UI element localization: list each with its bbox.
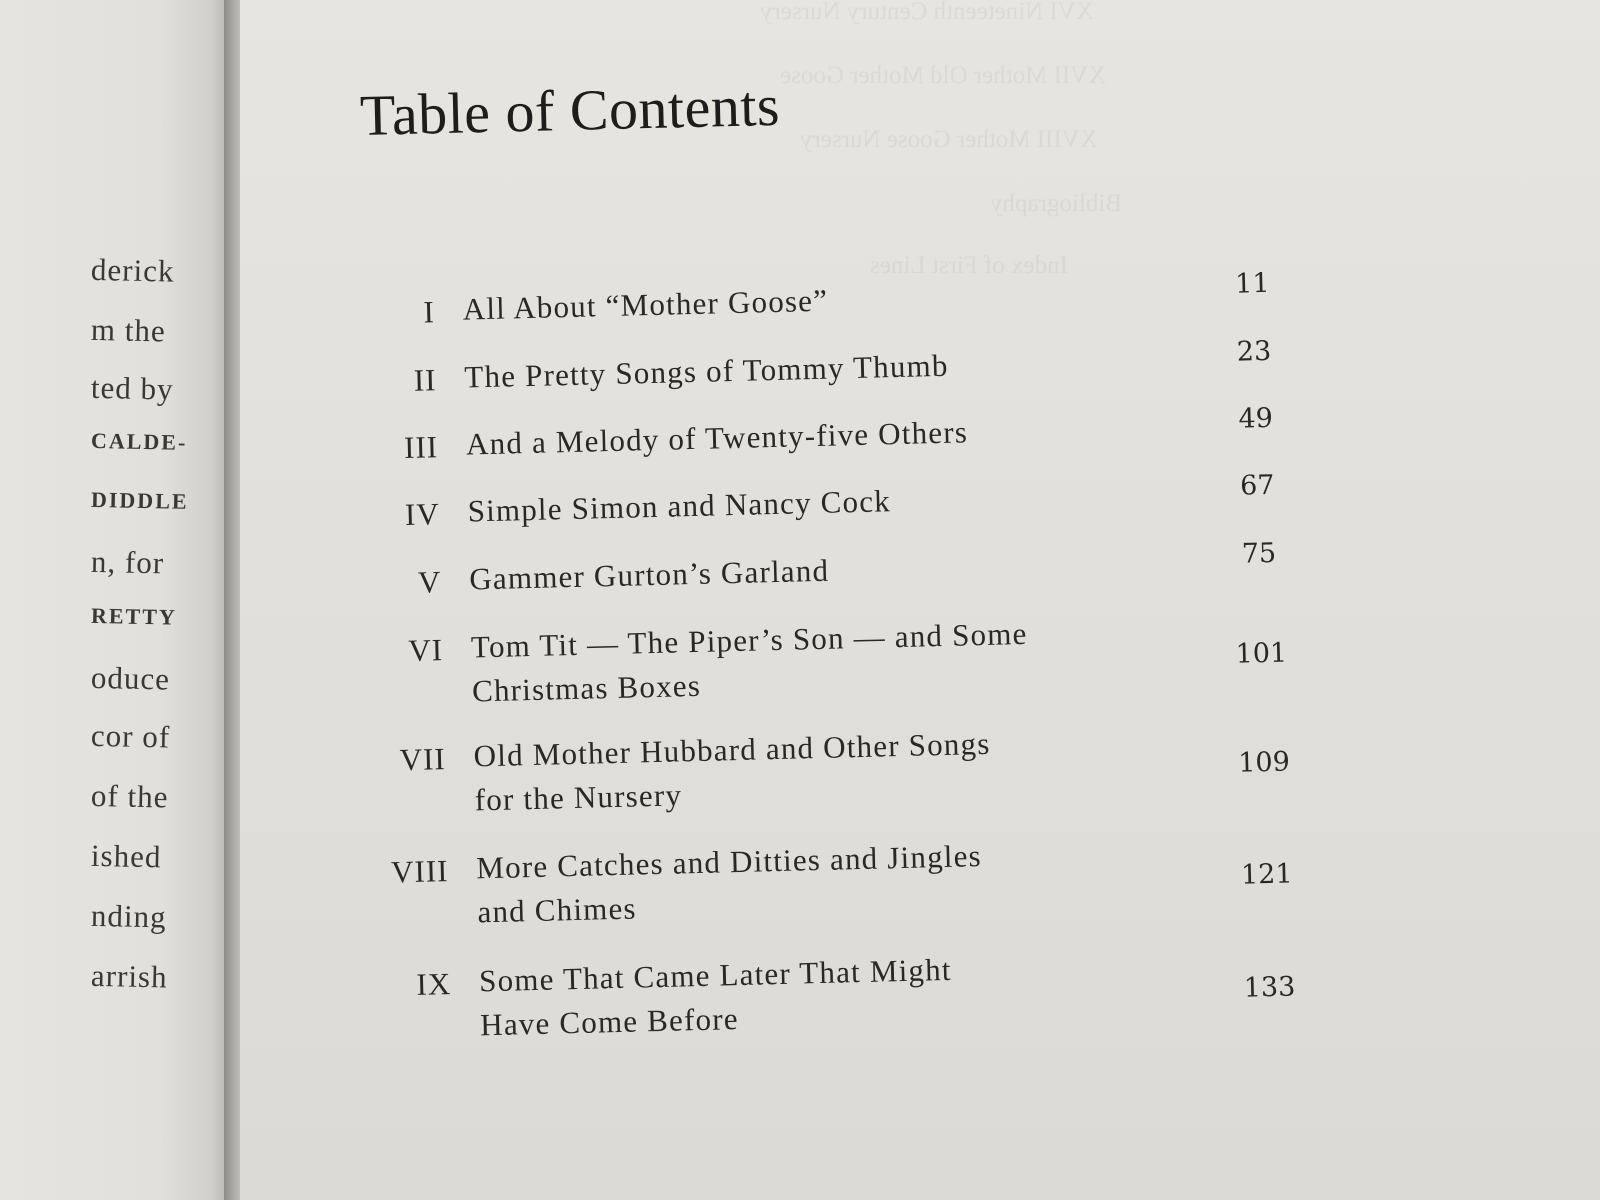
contents-entry xyxy=(243,713,1600,818)
chapter-number: III xyxy=(403,429,439,466)
contents-entry xyxy=(240,401,1595,466)
left-page-line: CALDE- xyxy=(91,427,189,455)
left-page-line: nding xyxy=(90,897,168,935)
chapter-title xyxy=(464,344,949,400)
page-number: 23 xyxy=(1236,335,1272,368)
chapter-title-line: for the Nursery xyxy=(474,777,683,818)
contents-page xyxy=(240,0,1600,1200)
chapter-title xyxy=(466,410,969,466)
left-page-line: DIDDLE xyxy=(91,486,190,514)
page-number: 75 xyxy=(1241,537,1277,570)
left-page-line: cor of xyxy=(90,717,171,755)
left-page-line: n, for xyxy=(90,543,165,581)
page-number: 133 xyxy=(1243,971,1296,1004)
contents-entry xyxy=(246,825,1600,930)
chapter-title xyxy=(469,549,830,602)
left-page-line: of the xyxy=(90,777,170,815)
chapter-title xyxy=(476,834,984,934)
chapter-number: IV xyxy=(404,496,441,533)
left-page-line: RETTY xyxy=(91,602,178,630)
contents-entry xyxy=(240,266,1592,330)
chapter-title-line: More Catches and Ditties and Jingles xyxy=(475,838,983,886)
chapter-number: V xyxy=(417,564,442,600)
page-number: 121 xyxy=(1240,858,1293,891)
page-title: Table of Contents xyxy=(359,72,781,149)
chapter-number: VII xyxy=(399,741,447,778)
show-through-line: Index of First Lines xyxy=(870,252,1068,279)
chapter-title-line: Have Come Before xyxy=(479,1001,740,1043)
chapter-number: II xyxy=(413,362,437,398)
page-number: 101 xyxy=(1235,637,1288,670)
left-page-line: arrish xyxy=(90,957,169,995)
chapter-title-line: and Chimes xyxy=(477,890,638,930)
page-number: 49 xyxy=(1238,402,1274,435)
contents-block xyxy=(240,0,1600,1200)
chapter-title xyxy=(462,279,828,332)
chapter-title-line: Christmas Boxes xyxy=(471,667,702,709)
contents-entry xyxy=(240,334,1594,398)
chapter-number: IX xyxy=(416,966,452,1002)
chapter-title-line: The Pretty Songs of Tommy Thumb xyxy=(463,347,949,395)
left-page-line: oduce xyxy=(90,659,171,697)
chapter-title-line: Gammer Gurton’s Garland xyxy=(468,552,830,597)
chapter-title-line: Simple Simon and Nancy Cock xyxy=(467,483,892,529)
left-page-line: ted by xyxy=(90,369,175,407)
chapter-title-line: Old Mother Hubbard and Other Songs xyxy=(473,725,991,774)
page-number: 67 xyxy=(1239,469,1275,502)
show-through-line: XVIII Mother Goose Nursery xyxy=(800,126,1098,153)
chapter-title-line: And a Melody of Twenty-five Others xyxy=(465,414,969,462)
contents-entry xyxy=(241,604,1600,709)
left-page xyxy=(0,0,228,1200)
chapter-number: I xyxy=(423,294,436,330)
chapter-title xyxy=(470,612,1029,714)
left-page-line: derick xyxy=(90,251,176,289)
chapter-title xyxy=(479,948,954,1048)
page-number: 109 xyxy=(1237,746,1291,779)
chapter-title-line: All About “Mother Goose” xyxy=(462,282,829,327)
show-through-line: Bibliography xyxy=(990,190,1122,217)
page-number: 11 xyxy=(1234,267,1270,300)
chapter-number: VIII xyxy=(390,853,449,890)
contents-entry xyxy=(240,468,1597,533)
chapter-number: VI xyxy=(407,632,444,668)
show-through-line: XVII Mother Old Mother Goose xyxy=(780,62,1107,89)
chapter-title xyxy=(473,722,992,823)
show-through-line: XVI Nineteenth Century Nursery xyxy=(760,0,1094,25)
chapter-title-line: Tom Tit — The Piper’s Son — and Some xyxy=(470,615,1028,665)
contents-entry xyxy=(249,938,1600,1043)
contents-entry xyxy=(240,536,1599,600)
chapter-title-line: Some That Came Later That Might xyxy=(478,951,953,999)
chapter-title xyxy=(467,479,891,533)
left-page-line: m the xyxy=(90,311,167,349)
left-page-line: ished xyxy=(90,837,163,875)
